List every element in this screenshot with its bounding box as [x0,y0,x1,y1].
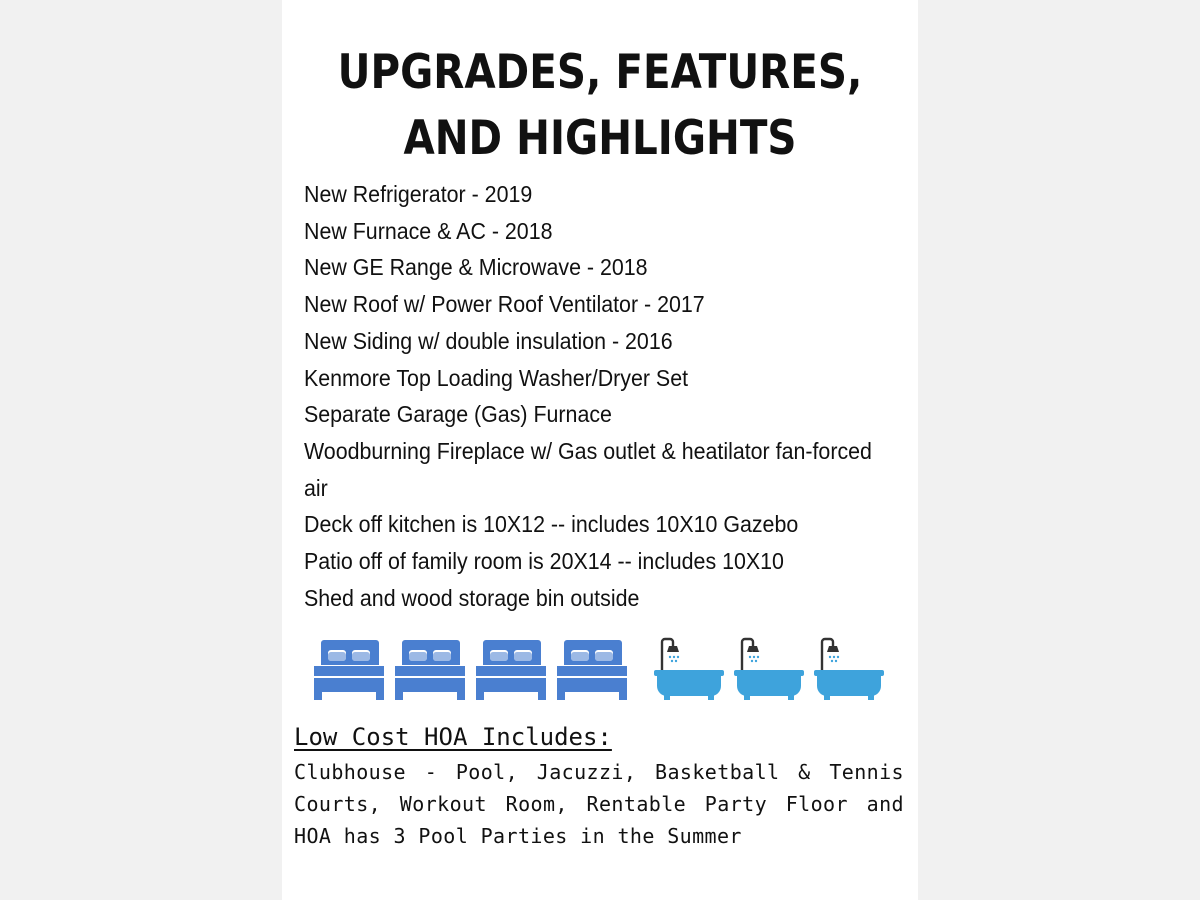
feature-item: Patio off of family room is 20X14 -- includes 10X10 [304,548,784,575]
feature-item: New Refrigerator - 2019 [304,181,533,207]
feature-item: Deck off kitchen is 10X12 -- includes 10X10 Gazebo [304,511,799,538]
hoa-heading: Low Cost HOA Includes: [294,723,612,751]
bed-icon [314,636,384,705]
flyer-page [282,0,918,900]
feature-item: New GE Range & Microwave - 2018 [304,254,648,281]
bathtub-shower-icon [814,636,884,705]
flyer-title [327,40,874,172]
hoa-description: Clubhouse - Pool, Jacuzzi, Basketball & Tennis Courts, Workout Room, Rentable Party Floor and HOA has 3 Pool Parties in the Summer [294,760,904,848]
bed-icon [476,636,546,705]
feature-item: Shed and wood storage bin outside [304,584,640,611]
bathtub-shower-icon [654,636,724,705]
bed-icon [557,636,627,705]
feature-item: New Furnace & AC - 2018 [304,217,553,244]
feature-item: Woodburning Fireplace w/ Gas outlet & heatilator fan-forced air [304,437,872,501]
feature-item: New Siding w/ double insulation - 2016 [304,327,673,354]
room-icons-row [312,636,892,706]
features-list [304,176,894,616]
feature-item: New Roof w/ Power Roof Ventilator - 2017 [304,291,705,318]
feature-item: Kenmore Top Loading Washer/Dryer Set [304,364,689,391]
bed-icon [395,636,465,705]
bathtub-shower-icon [734,636,804,705]
feature-item: Separate Garage (Gas) Furnace [304,401,612,428]
title-line-2: AND HIGHLIGHTS [403,111,797,166]
title-line-1: UPGRADES, FEATURES, [337,45,863,100]
